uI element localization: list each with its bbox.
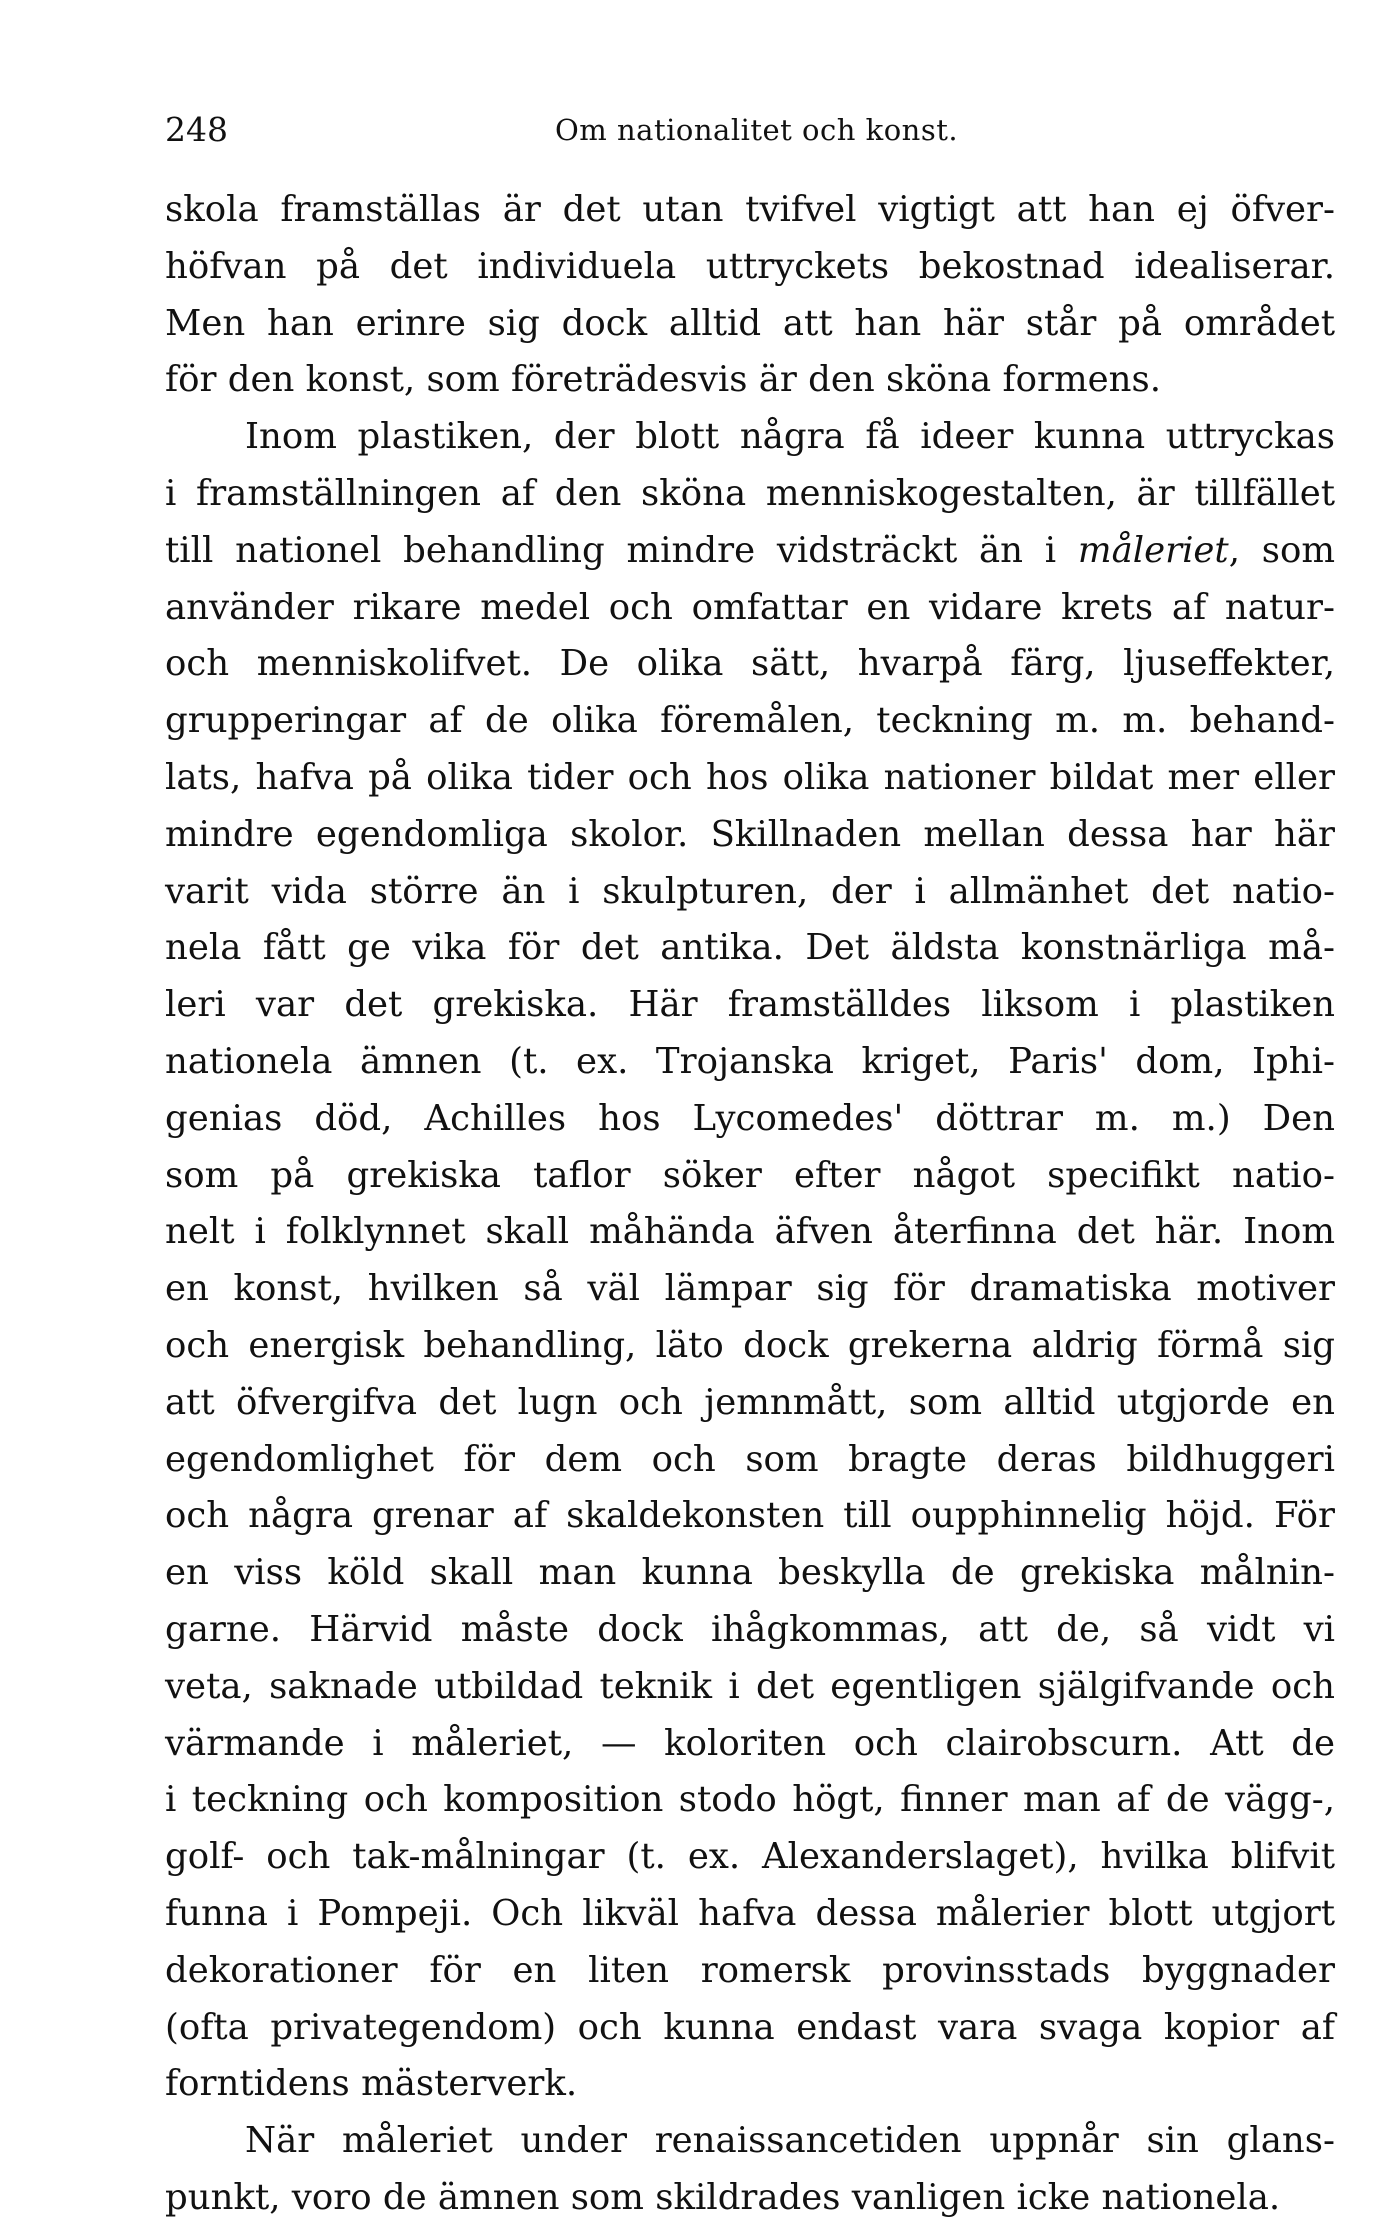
paragraph <box>165 182 1335 409</box>
text-line: nationela ämnen (t. ex. Trojanska kriget, Paris' dom, Iphi- <box>165 1040 1335 1082</box>
text-line: att öfvergifva det lugn och jemnmått, som alltid utgjorde en <box>165 1381 1335 1423</box>
text-line: skola framställas är det utan tvifvel vigtigt att han ej öfver- <box>165 189 1335 230</box>
text-line: för den konst, som företrädesvis är den sköna formens. <box>165 359 1161 401</box>
text-line: i framställningen af den sköna menniskogestalten, är tillfället <box>165 472 1335 514</box>
text-line: garne. Härvid måste dock ihågkommas, att de, så vidt vi <box>165 1608 1335 1650</box>
book-page <box>165 100 1335 2227</box>
text-line: veta, saknade utbildad teknik i det egentligen själgifvande och <box>165 1665 1335 1707</box>
paragraph <box>165 2113 1335 2227</box>
text-line: och några grenar af skaldekonsten till oupphinnelig höjd. För <box>165 1495 1335 1537</box>
page-number: 248 <box>165 110 228 149</box>
text-line: till nationel behandling mindre vidsträckt än i måleriet, som <box>165 529 1335 571</box>
text-line: grupperingar af de olika föremålen, teckning m. m. behand- <box>165 700 1335 742</box>
text-line: När måleriet under renaissancetiden uppnår sin glans- <box>245 2120 1335 2162</box>
paragraph <box>165 409 1335 2113</box>
text-line: och energisk behandling, läto dock grekerna aldrig förmå sig <box>165 1324 1335 1366</box>
text-line: en konst, hvilken så väl lämpar sig för dramatiska motiver <box>165 1268 1335 1310</box>
text-line: värmande i måleriet, — koloriten och clairobscurn. Att de <box>165 1722 1335 1764</box>
text-line: golf- och tak-målningar (t. ex. Alexanderslaget), hvilka blifvit <box>165 1836 1335 1878</box>
text-line: mindre egendomliga skolor. Skillnaden mellan dessa har här <box>165 813 1335 855</box>
text-line: och menniskolifvet. De olika sätt, hvarpå färg, ljuseffekter, <box>165 643 1335 685</box>
text-line: egendomlighet för dem och som bragte deras bildhuggeri <box>165 1438 1335 1480</box>
text-line: nelt i folklynnet skall måhända äfven återfinna det här. Inom <box>165 1211 1335 1253</box>
text-line: dekorationer för en liten romersk provinsstads byggnader <box>165 1949 1335 1991</box>
text-line: höfvan på det individuela uttryckets bekostnad idealiserar. <box>165 245 1335 287</box>
text-line: en viss köld skall man kunna beskylla de grekiska målnin- <box>165 1552 1335 1594</box>
text-line: punkt, voro de ämnen som skildrades vanligen icke nationela. <box>165 2176 1281 2218</box>
text-line: leri var det grekiska. Här framställdes liksom i plastiken <box>165 984 1335 1026</box>
emphasis: måleriet <box>1077 529 1229 571</box>
text-line: varit vida större än i skulpturen, der i allmänhet det natio- <box>165 870 1335 912</box>
text-line: (ofta privategendom) och kunna endast vara svaga kopior af <box>165 2006 1335 2048</box>
text-line: Men han erinre sig dock alltid att han här står på området <box>165 302 1335 344</box>
text-line: använder rikare medel och omfattar en vidare krets af natur- <box>165 586 1335 628</box>
running-title: Om nationalitet och konst. <box>555 113 959 147</box>
text-line: som på grekiska taflor söker efter något specifikt natio- <box>165 1154 1335 1196</box>
text-line: Inom plastiken, der blott några få ideer kunna uttryckas <box>245 416 1335 458</box>
text-line: lats, hafva på olika tider och hos olika nationer bildat mer eller <box>165 756 1335 798</box>
text-line: forntidens mästerverk. <box>165 2063 578 2105</box>
text-line: genias död, Achilles hos Lycomedes' döttrar m. m.) Den <box>165 1097 1335 1139</box>
text-line: i teckning och komposition stodo högt, finner man af de vägg-, <box>165 1779 1335 1821</box>
body-text <box>165 182 1335 2227</box>
text-line: funna i Pompeji. Och likväl hafva dessa målerier blott utgjort <box>165 1892 1335 1934</box>
running-header <box>165 100 1335 160</box>
text-line: nela fått ge vika för det antika. Det äldsta konstnärliga må- <box>165 927 1335 969</box>
